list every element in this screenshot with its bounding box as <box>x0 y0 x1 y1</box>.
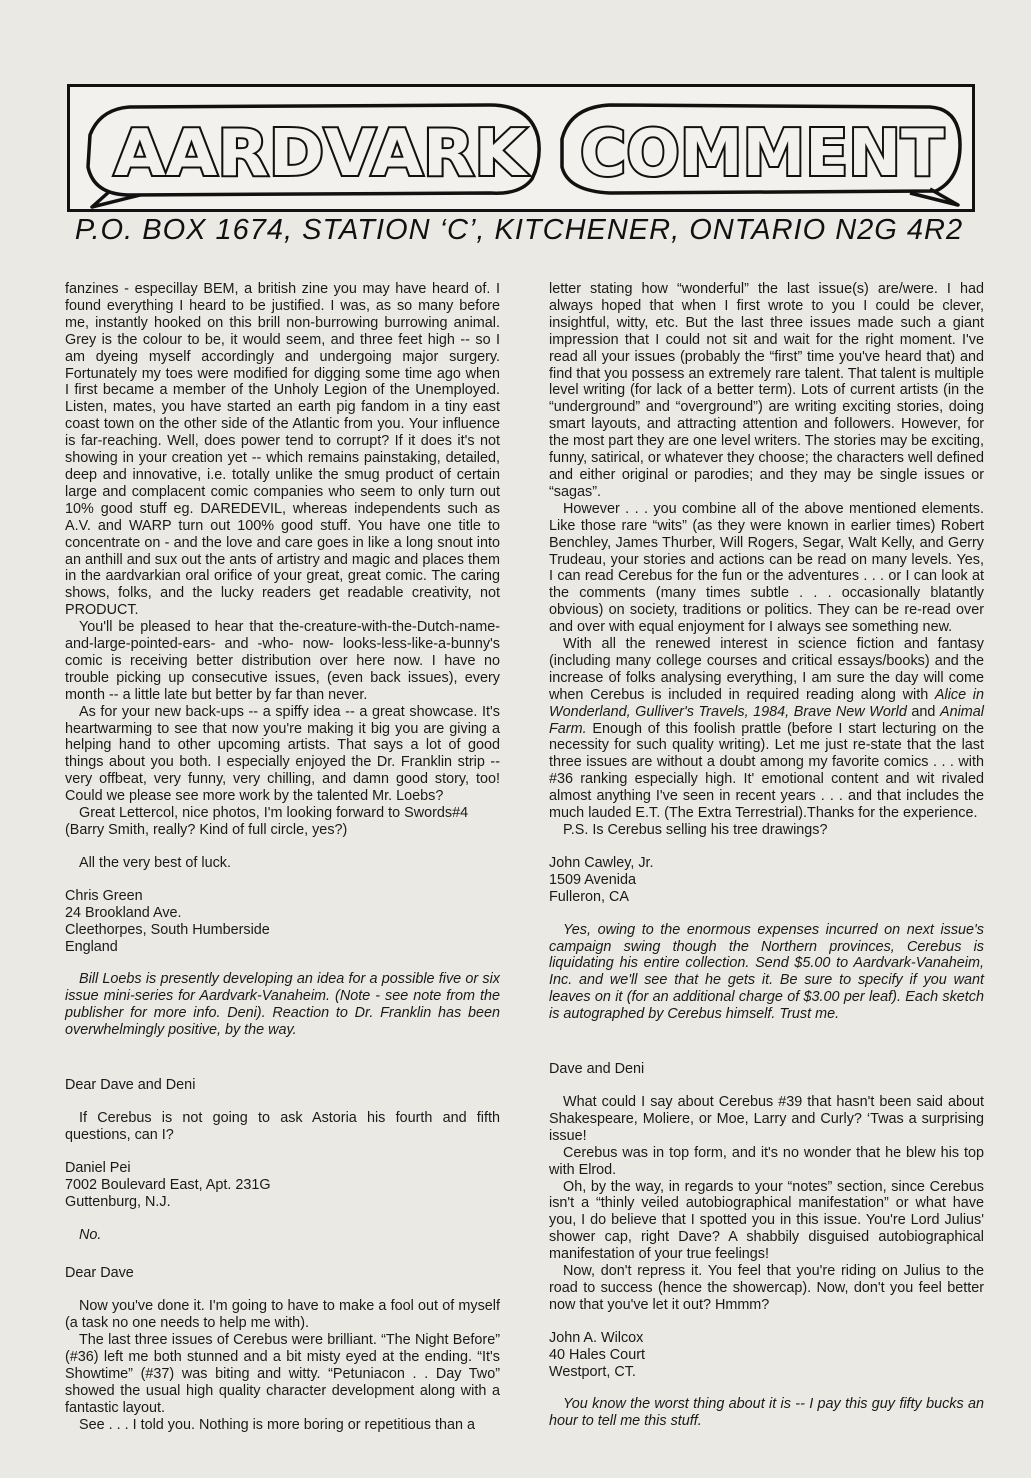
letter-paragraph: Great Lettercol, nice photos, I'm looking forward to Swords#4 (Barry Smith, really? Kind of full circle, yes?) <box>65 805 469 838</box>
signature-line: Westport, CT. <box>549 1363 636 1380</box>
editor-reply: Bill Loebs is presently developing an idea for a possible five or six issue mini-series for Aardvark-Vanaheim. (Note - see note from the publisher for more info. Deni). Reaction to Dr. Franklin has been overwhelmingly positive, by the way. <box>65 971 500 1039</box>
right-column <box>549 281 984 1430</box>
signature-line: Chris Green <box>65 887 143 904</box>
letter-paragraph: You'll be pleased to hear that the-creature-with-the-Dutch-name-and-large-pointed-ears- and -who- now- looks-less-like-a-bunny's comic is receiving better distribution over here now. I have no trouble picking up consecutive issues, (even back issues), every month -- a little late but better by far than never. <box>65 619 500 703</box>
letter-paragraph: As for your new back-ups -- a spiffy idea -- a great showcase. It's heartwarming to see that now you're making it big you are giving a helping hand to other upcoming artists. That says a lot of good things about you both. I especially enjoyed the Dr. Franklin strip -- very offbeat, very funny, very chilling, and damn good story, too! Could we please see more work by the talented Mr. Loebs? <box>65 703 500 805</box>
signature-line: Cleethorpes, South Humberside <box>65 921 270 938</box>
editor-reply: You know the worst thing about it is -- I pay this guy fifty bucks an hour to tell me this stuff. <box>549 1396 984 1430</box>
signature-line: Fulleron, CA <box>549 888 629 905</box>
letter-paragraph: fanzines - especillay BEM, a british zine you may have heard of. I found everything I heard to be justified. I was, as so many before me, instantly hooked on this brill non-burrowing burrowing animal. Grey is the colour to be, it would seem, and three feet high -- so I am dyeing myself accordingly and undergoing major surgery. Fortunately my toes were modified for digging some time ago when I first became a member of the Unholy Legion of the Unemployed. Listen, mates, you have started an earth pig fandom in a tiny east coast town on the other side of the Atlantic from you. Your influence is far-reaching. Well, does power tend to corrupt? If it does it's not showing in your creation yet -- which remains painstaking, detailed, deep and innovative, i.e. totally unlike the smug product of certain large and complacent comic companies who seem to only turn out 10% good stuff eg. DAREDEVIL, whereas independents such as A.V. and WARP turn out 100% good stuff. You have one title to concentrate on - and the love and care goes in like a long snout into an anthill and sux out the ants of artistry and magic and places them in the aardvarkian oral orifice of your great, great comic. The caring shows, folks, and the lucky readers get readable creativity, not PRODUCT. <box>65 281 500 619</box>
letter-paragraph: However . . . you combine all of the above mentioned elements. Like those rare “wits” (as they were known in earlier times) Robert Benchley, James Thurber, Will Rogers, Segar, Walt Kelly, and Gerry Trudeau, your stories and actions can be read on many levels. Yes, I can read Cerebus for the fun or the adventures . . . or I can look at the comments (many times subtle . . . occasionally blatantly obvious) on society, traditions or politics. They can be re-read over and over with equal enjoyment for I always see something new. <box>549 500 984 636</box>
signature-block <box>65 888 500 956</box>
signature-block <box>549 1330 984 1381</box>
signature-line: Daniel Pei <box>65 1159 131 1176</box>
aardvark-comment-logo <box>70 87 972 209</box>
signature-line: John Cawley, Jr. <box>549 854 654 871</box>
letter-paragraph: Now you've done it. I'm going to have to make a fool out of myself (a task no one needs to help me with). <box>65 1298 500 1332</box>
signature-line: 40 Hales Court <box>549 1346 645 1363</box>
signature-block <box>549 855 984 906</box>
letter-salutation: Dave and Deni <box>549 1061 645 1078</box>
signature-line: John A. Wilcox <box>549 1329 644 1346</box>
logo-word-comment: COMMENT <box>580 117 945 191</box>
left-column <box>65 281 500 1434</box>
logo-word-aardvark: AARDVARK <box>114 117 529 191</box>
signature-line: 7002 Boulevard East, Apt. 231G <box>65 1176 271 1193</box>
letter-paragraph: Now, don't repress it. You feel that you're riding on Julius to the road to success (hence the showercap). Now, don't you feel better now that you've let it out? Hmmm? <box>549 1263 984 1313</box>
masthead-box <box>67 84 975 212</box>
letter-paragraph: Oh, by the way, in regards to your “notes” section, since Cerebus isn't a “thinly veiled autobiographical manifestation” or what have you, I do believe that I spotted you in this issue. You're Lord Julius' shower cap, right Dave? A shabbily disguised autobiographical manifestation of your true feelings! <box>549 1178 984 1263</box>
editor-reply: Yes, owing to the enormous expenses incurred on next issue's campaign swing though the Northern provinces, Cerebus is liquidating his entire collection. Send $5.00 to Aardvark-Vanaheim, Inc. and we'll see that he gets it. Be sure to specify if you want leaves on it (for an additional charge of $3.00 per leaf). Each sketch is autographed by Cerebus himself. Trust me. <box>549 921 984 1023</box>
letter-paragraph: P.S. Is Cerebus selling his tree drawings? <box>563 822 828 838</box>
signature-line: England <box>65 938 118 955</box>
letter-closing: All the very best of luck. <box>79 854 231 871</box>
letter-salutation: Dear Dave and Deni <box>65 1077 196 1094</box>
letter-paragraph: The last three issues of Cerebus were brilliant. “The Night Before” (#36) left me both stunned and a bit misty eyed at the ending. “It's Showtime” (#37) was biting and witty. “Petuniacon . . Day Two” showed the usual high quality character development along with a fantastic layout. <box>65 1332 500 1416</box>
signature-line: 1509 Avenida <box>549 871 636 888</box>
letter-paragraph: If Cerebus is not going to ask Astoria his fourth and fifth questions, can I? <box>65 1109 500 1143</box>
letter-salutation: Dear Dave <box>65 1265 134 1282</box>
letter-paragraph: With all the renewed interest in science fiction and fantasy (including many college courses and critical essays/books) and the increase of folks analysing everything, I am sure the day will come when Cerebus is included in required reading along with Alice in Wonderland, Gulliver's Travels, 1984, Brave New World and Animal Farm. Enough of this foolish prattle (before I start lecturing on the necessity for such quality writing). Let me just re-state that the last three issues are without a doubt among my favorite comics . . . with #36 ranking especially high. It' emotional content and wit rivaled almost anything I've seen in recent years . . . and that includes the much lauded E.T. (The Extra Terrestrial).Thanks for the experience. <box>549 636 984 822</box>
mailing-address: P.O. BOX 1674, STATION ‘C’, KITCHENER, ONTARIO N2G 4R2 <box>74 214 964 246</box>
signature-block <box>65 1160 500 1211</box>
signature-line: Guttenburg, N.J. <box>65 1193 171 1210</box>
letter-paragraph: Cerebus was in top form, and it's no wonder that he blew his top with Elrod. <box>549 1144 984 1178</box>
editor-reply: No. <box>79 1226 102 1243</box>
letter-paragraph: letter stating how “wonderful” the last issue(s) are/were. I had always hoped that when I first wrote to you I could be clever, insightful, witty, etc. But the last three issues made such a giant impression that I could not sit and wait for the right moment. I've read all your issues (probably the “first” time you've heard that) and find that you possess an extremely rare talent. That talent is multiple level writing (for lack of a better term). Lots of current artists (in the “underground” and “overground”) are writing exciting stories, doing smart layouts, and attracting attention and followers. However, for the most part they are one level writers. The stories may be exciting, funny, satirical, or whatever they choose; the characters well defined and either original or parodies; and they may be single issues or “sagas”. <box>549 281 984 500</box>
signature-line: 24 Brookland Ave. <box>65 904 182 921</box>
letter-paragraph: See . . . I told you. Nothing is more boring or repetitious than a <box>79 1416 475 1433</box>
letter-paragraph: What could I say about Cerebus #39 that hasn't been said about Shakespeare, Moliere, or Moe, Larry and Curly? ‘Twas a surprising issue! <box>549 1093 984 1144</box>
